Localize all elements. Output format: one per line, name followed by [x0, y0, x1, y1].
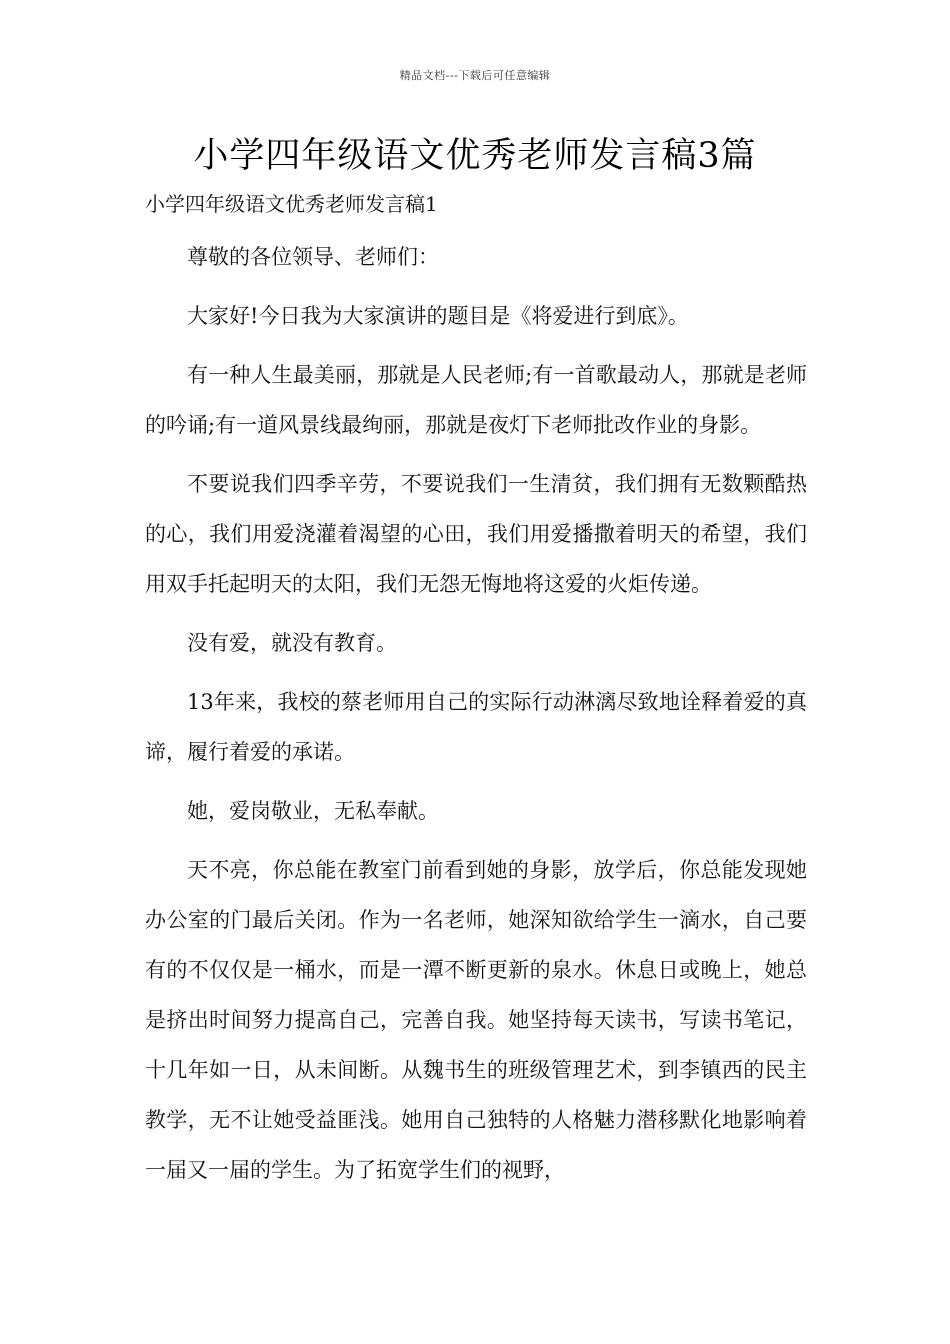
document-title: 小学四年级语文优秀老师发言稿3篇: [193, 136, 757, 176]
section-subtitle: 小学四年级语文优秀老师发言稿1: [145, 192, 438, 216]
paragraph: 有一种人生最美丽，那就是人民老师;有一首歌最动人，那就是老师的吟诵;有一道风景线最绚丽，那就是夜灯下老师批改作业的身影。: [145, 363, 807, 437]
paragraph: 天不亮，你总能在教室门前看到她的身影，放学后，你总能发现她办公室的门最后关闭。作为一名老师，她深知欲给学生一滴水，自己要有的不仅仅是一桶水，而是一潭不断更新的泉水。休息日或晚上，她总是挤出时间努力提高自己，完善自我。她坚持每天读书，写读书笔记，十几年如一日，从未间断。从魏书生的班级管理艺术，到李镇西的民主教学，无不让她受益匪浅。她用自己独特的人格魅力潜移默化地影响着一届又一届的学生。为了拓宽学生们的视野，: [145, 858, 807, 1182]
paragraph: 尊敬的各位领导、老师们：: [187, 245, 439, 269]
paragraph: 13年来，我校的蔡老师用自己的实际行动淋漓尽致地诠释着爱的真谛，履行着爱的承诺。: [145, 690, 807, 764]
page-watermark: 精品文档---下载后可任意编辑: [399, 69, 551, 82]
paragraph: 没有爱，就没有教育。: [187, 631, 397, 655]
paragraph: 不要说我们四季辛劳，不要说我们一生清贫，我们拥有无数颗酷热的心，我们用爱浇灌着渴望的心田，我们用爱播撒着明天的希望，我们用双手托起明天的太阳，我们无怨无悔地将这爱的火炬传递。: [145, 472, 807, 596]
document-body: [145, 232, 807, 1204]
paragraph: 她，爱岗敬业，无私奉献。: [187, 799, 439, 823]
paragraph: 大家好!今日我为大家演讲的题目是《将爱进行到底》。: [187, 304, 689, 328]
